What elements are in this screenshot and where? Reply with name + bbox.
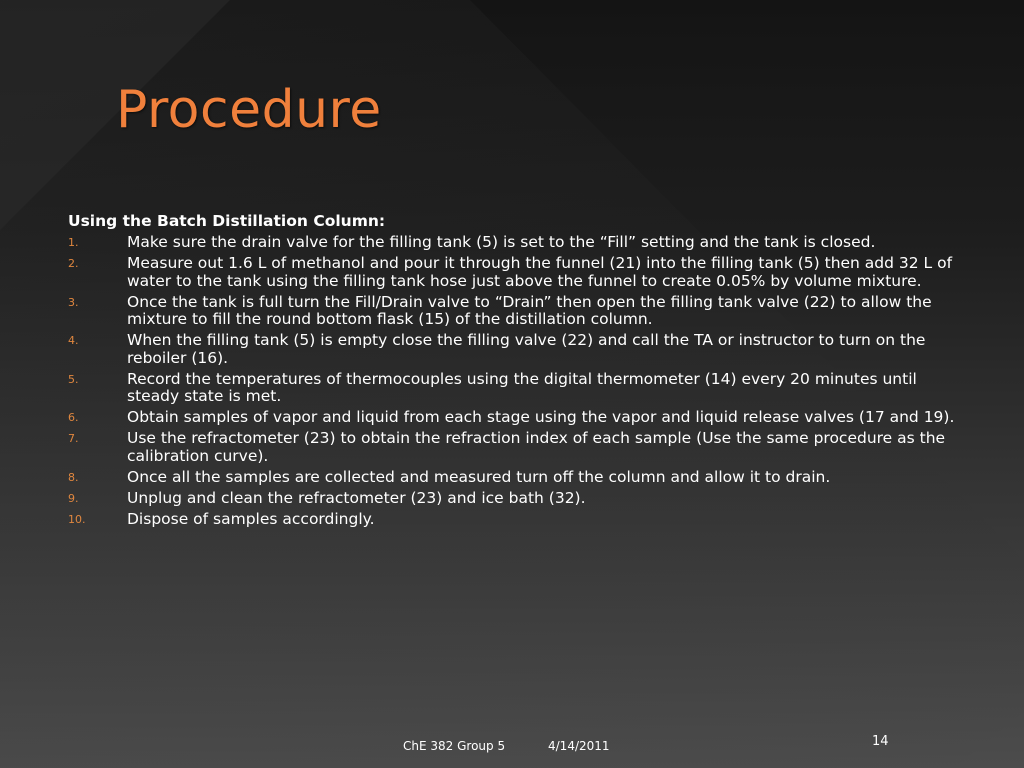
list-item	[68, 255, 963, 290]
step-number: 8.	[68, 470, 79, 484]
slide-title: Procedure	[116, 80, 382, 140]
step-text: When the filling tank (5) is empty close the filling valve (22) and call the TA or instructor to turn on the reboiler (16).	[127, 331, 926, 367]
step-text: Record the temperatures of thermocouples using the digital thermometer (14) every 20 minutes until steady state is met.	[127, 369, 917, 405]
procedure-steps-list	[68, 234, 963, 528]
step-number: 5.	[68, 372, 79, 386]
step-number: 10.	[68, 512, 86, 526]
list-item	[68, 469, 963, 487]
step-text: Make sure the drain valve for the filling tank (5) is set to the “Fill” setting and the tank is closed.	[127, 233, 876, 251]
slide-content	[68, 212, 963, 532]
step-text: Dispose of samples accordingly.	[127, 509, 375, 528]
list-item	[68, 371, 963, 406]
list-item	[68, 409, 963, 427]
step-number: 6.	[68, 411, 79, 424]
footer-group-label: ChE 382 Group 5	[403, 739, 506, 753]
footer-date: 4/14/2011	[548, 739, 610, 753]
list-item	[68, 430, 963, 465]
section-subheading: Using the Batch Distillation Column:	[68, 212, 386, 230]
step-number: 9.	[68, 491, 79, 505]
step-number: 4.	[68, 334, 79, 347]
slide-number: 14	[872, 734, 889, 749]
list-item	[68, 511, 963, 529]
step-number: 1.	[68, 236, 79, 249]
step-text: Obtain samples of vapor and liquid from each stage using the vapor and liquid release valves (17 and 19).	[127, 408, 955, 426]
step-number: 3.	[68, 295, 79, 309]
step-text: Use the refractometer (23) to obtain the refraction index of each sample (Use the same procedure as the calibration curve).	[127, 429, 946, 465]
list-item	[68, 490, 963, 508]
list-item	[68, 294, 963, 329]
step-number: 2.	[68, 257, 79, 270]
list-item	[68, 234, 963, 252]
step-number: 7.	[68, 432, 79, 445]
step-text: Unplug and clean the refractometer (23) and ice bath (32).	[127, 488, 586, 507]
step-text: Once the tank is full turn the Fill/Drain valve to “Drain” then open the filling tank valve (22) to allow the mixture to fill the round bottom flask (15) of the distillation column.	[127, 292, 932, 328]
list-item	[68, 332, 963, 367]
step-text: Measure out 1.6 L of methanol and pour it through the funnel (21) into the filling tank (5) then add 32 L of water to the tank using the filling tank hose just above the funnel to create 0.05% by volume mixture.	[127, 254, 953, 290]
step-text: Once all the samples are collected and measured turn off the column and allow it to drain.	[127, 467, 831, 486]
